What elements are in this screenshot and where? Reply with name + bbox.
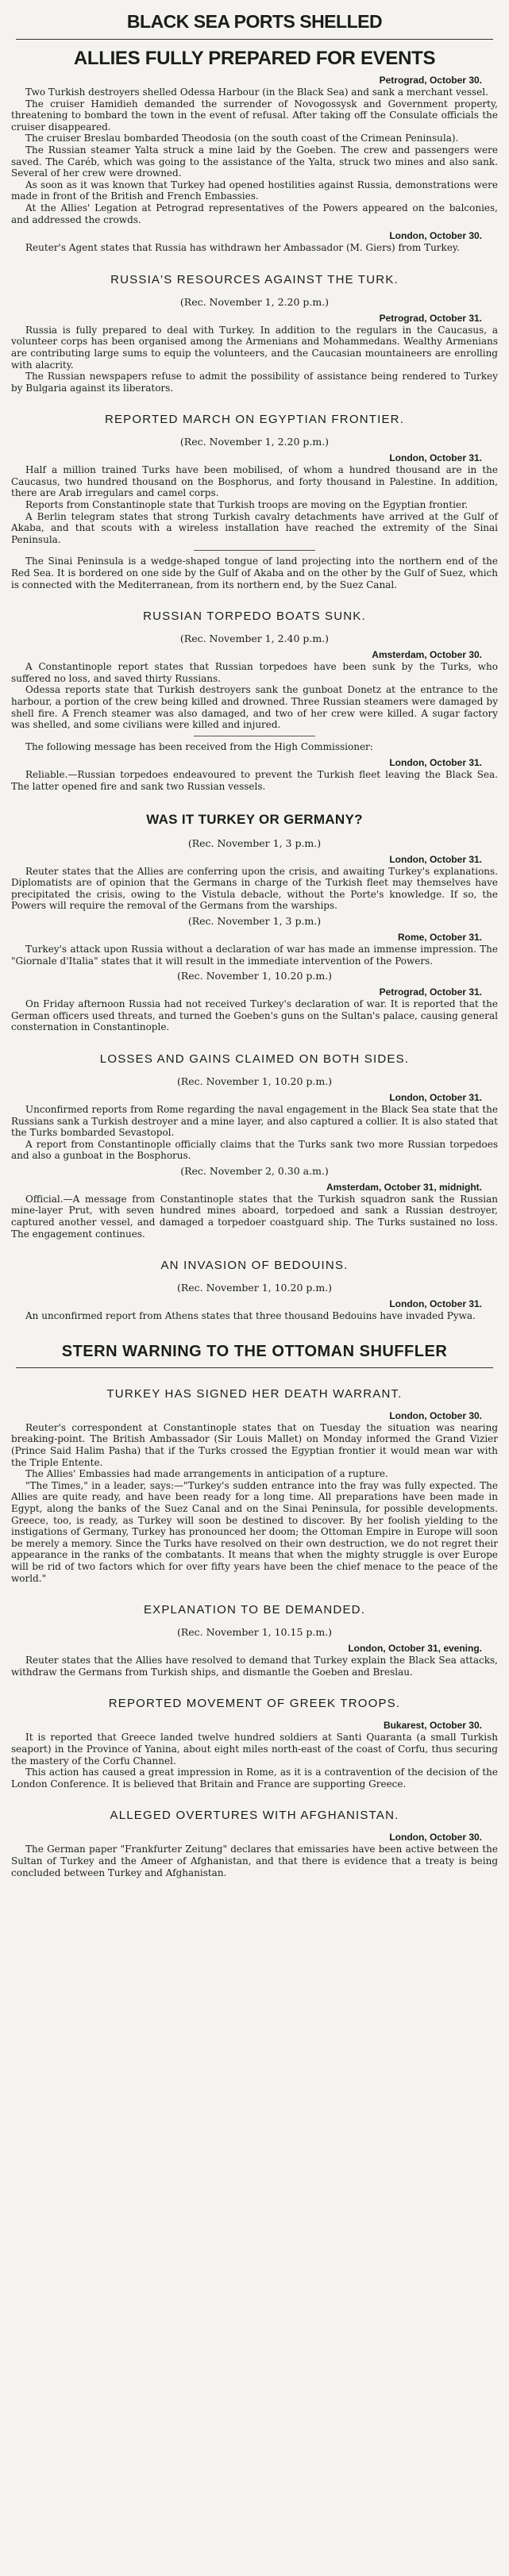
- dateline: Petrograd, October 30.: [379, 75, 482, 86]
- paragraph: Half a million trained Turks have been mobilised, of whom a hundred thousand are in the Caucasus, two hundred thousand on the Bosphorus, and forty thousand in Palestine. In addition, there are Arab irregulars and camel corps.: [11, 464, 498, 499]
- received-line: (Rec. November 1, 10.15 p.m.): [176, 1626, 333, 1639]
- paragraph: Russia is fully prepared to deal with Turkey. In addition to the regulars in the Caucasus, a volunteer corps has been organised among the Armenians and Mohammedans. Wealthy Armenians are contributing large sums to equip the volunteers, and the Caucasian mountaineers are enrolling with alacrity.: [11, 324, 498, 371]
- paragraph: Reuter states that the Allies have resolved to demand that Turkey explain the Black Sea attacks, withdraw the Germans from Turkish ships, and dismantle the Goeben and Breslau.: [11, 1655, 498, 1678]
- received-line: (Rec. November 1, 2.20 p.m.): [179, 436, 330, 448]
- paragraph: The Sinai Peninsula is a wedge-shaped tongue of land projecting into the northern end of the Red Sea. It is bordered on one side by the Gulf of Akaba and on the other by the Gulf of Suez, which is connected with the Mediterranean, from its northern end, by the Suez Canal.: [11, 556, 498, 590]
- divider: [194, 550, 315, 551]
- paragraph: Odessa reports state that Turkish destroyers sank the gunboat Donetz at the entrance to the harbour, a portion of the crew being killed and drowned. Three Russian steamers were damaged by shell fire. A French steamer was also damaged, and two of her crew were killed. A sugar factory was shelled, and some civilians were killed and injured.: [11, 684, 498, 731]
- paragraph: A Constantinople report states that Russian torpedoes have been sunk by the Turks, who suffered no loss, and saved thirty Russians.: [11, 661, 498, 684]
- paragraph: At the Allies' Legation at Petrograd representatives of the Powers appeared on the balconies, and addressed the crowds.: [11, 202, 498, 225]
- section-headline: ALLIES FULLY PREPARED FOR EVENTS: [73, 48, 436, 69]
- paragraph: On Friday afternoon Russia had not received Turkey's declaration of war. It is reported that the German officers used threats, and turned the Goeben's guns on the Sultan's palace, causing general consternation in Constantinople.: [11, 998, 498, 1033]
- dateline: Bukarest, October 30.: [383, 1720, 482, 1732]
- paragraph: As soon as it was known that Turkey had opened hostilities against Russia, demonstrations were made in front of the British and French Embassies.: [11, 179, 498, 202]
- dateline: Amsterdam, October 31, midnight.: [326, 1181, 482, 1193]
- paragraph: The Russian steamer Yalta struck a mine laid by the Goeben. The crew and passengers were saved. The Caréb, which was going to the assistance of the Yalta, struck two mines and also sank. Several of her crew were drowned.: [11, 144, 498, 179]
- paragraph: Reuter states that the Allies are conferring upon the crisis, and awaiting Turkey's explanations. Diplomatists are of opinion that the Germans in charge of the Turkish fleet may themselves have precipitated the crisis, owing to the Vistula debacle, without the Porte's knowledge. If so, the Powers will require the removal of the Germans from the warships.: [11, 865, 498, 912]
- dateline: Petrograd, October 31.: [379, 312, 482, 324]
- divider: [16, 1367, 493, 1368]
- paragraph: Unconfirmed reports from Rome regarding the naval engagement in the Black Sea state that the Russians sank a Turkish destroyer and a mine layer, and also captured a collier. It is also stated that the Turks bombarded Sevastopol.: [11, 1103, 498, 1139]
- section-heading: AN INVASION OF BEDOUINS.: [160, 1259, 349, 1273]
- paragraph: The cruiser Hamidieh demanded the surrender of Novogossysk and Government property, threatening to bombard the town in the event of refusal. After taking off the Consulate officials the cruiser disappeared.: [11, 98, 498, 133]
- section-heading: RUSSIAN TORPEDO BOATS SUNK.: [143, 609, 366, 624]
- paragraph: The Russian newspapers refuse to admit the possibility of assistance being rendered to Turkey by Bulgaria against its liberators.: [11, 371, 498, 394]
- dateline: London, October 31.: [389, 1091, 482, 1103]
- dateline: Petrograd, October 31.: [379, 986, 482, 998]
- paragraph: The following message has been received from the High Commissioner:: [25, 740, 373, 752]
- section-heading: REPORTED MARCH ON EGYPTIAN FRONTIER.: [104, 413, 405, 427]
- dateline: Amsterdam, October 30.: [372, 649, 482, 661]
- paragraph: The cruiser Breslau bombarded Theodosia (on the south coast of the Crimean Peninsula).: [25, 133, 459, 144]
- paragraph: It is reported that Greece landed twelve hundred soldiers at Santi Quaranta (a small Turkish seaport) in the Province of Yanina, about eight miles north-east of the coast of Corfu, thus securing the mastery of the Corfu Channel.: [11, 1732, 498, 1767]
- section-heading: RUSSIA'S RESOURCES AGAINST THE TURK.: [110, 272, 399, 286]
- received-line: (Rec. November 1, 10.20 p.m.): [176, 1282, 333, 1294]
- section-heading: EXPLANATION TO BE DEMANDED.: [143, 1603, 366, 1617]
- dateline: London, October 31.: [389, 452, 482, 464]
- paragraph: Two Turkish destroyers shelled Odessa Harbour (in the Black Sea) and sank a merchant vessel.: [25, 87, 488, 98]
- paragraph: Reuter's Agent states that Russia has withdrawn her Ambassador (M. Giers) from Turkey.: [25, 242, 460, 254]
- section-heading: ALLEGED OVERTURES WITH AFGHANISTAN.: [110, 1809, 399, 1823]
- paragraph: A report from Constantinople officially claims that the Turks sank two more Russian torpedoes and also a gunboat in the Bosphorus.: [11, 1138, 498, 1162]
- main-headline: BLACK SEA PORTS SHELLED: [126, 11, 383, 32]
- section-heading: WAS IT TURKEY OR GERMANY?: [146, 811, 363, 827]
- dateline: London, October 31.: [389, 1298, 482, 1310]
- divider: [16, 39, 493, 40]
- received-line: (Rec. November 1, 10.20 p.m.): [176, 970, 333, 982]
- paragraph: Reliable.—Russian torpedoes endeavoured to prevent the Turkish fleet leaving the Black Sea. The latter opened fire and sank two Russian vessels.: [11, 769, 498, 792]
- dateline: London, October 31, evening.: [348, 1643, 482, 1655]
- received-line: (Rec. November 1, 3 p.m.): [187, 914, 322, 927]
- paragraph: Official.—A message from Constantinople states that the Turkish squadron sank the Russian mine-layer Prut, with seven hundred mines aboard, torpedoed and sank a Russian destroyer, captured another vessel, and damaged a torpedoer coastguard ship. The Turks sustained no loss. The engagement continues.: [11, 1193, 498, 1240]
- paragraph: This action has caused a great impression in Rome, as it is a contravention of the decision of the London Conference. It is believed that Britain and France are supporting Greece.: [11, 1767, 498, 1790]
- paragraph: Reports from Constantinople state that Turkish troops are moving on the Egyptian frontier.: [25, 499, 469, 511]
- paragraph: "The Times," in a leader, says:—"Turkey's sudden entrance into the fray was fully expected. The Allies are quite ready, and have been ready for a long time. All preparations have been made in Egypt, along the banks of the Suez Canal and on the Sinai Peninsula, for possible developments. Greece, too, is ready, as Turkey will soon be destined to discover. By her foolish yielding to the instigations of Germany, Turkey has pronounced her doom; the Ottoman Empire in Europe will soon be merely a memory. Since the Turks have resolved on their own destruction, we do not regret their appearance in the ranks of the combatants. It means that when the mighty struggle is over Europe will be rid of two factors which for over fifty years have been the chief menace to the peace of the world.": [11, 1479, 498, 1584]
- paragraph: The Allies' Embassies had made arrangements in anticipation of a rupture.: [25, 1468, 388, 1480]
- dateline: London, October 30.: [389, 230, 482, 242]
- section-heading: LOSSES AND GAINS CLAIMED ON BOTH SIDES.: [99, 1052, 410, 1066]
- paragraph: A Berlin telegram states that strong Turkish cavalry detachments have arrived at the Gulf of Akaba, and that scouts with a wireless installation have reached the extremity of the Sinai Peninsula.: [11, 510, 498, 545]
- dateline: London, October 31.: [389, 757, 482, 769]
- section-heading: TURKEY HAS SIGNED HER DEATH WARRANT.: [106, 1386, 403, 1401]
- section-heading: REPORTED MOVEMENT OF GREEK TROOPS.: [108, 1697, 401, 1711]
- section-headline: STERN WARNING TO THE OTTOMAN SHUFFLER: [61, 1342, 448, 1360]
- dateline: Rome, October 31.: [397, 931, 482, 943]
- paragraph: Reuter's correspondent at Constantinople states that on Tuesday the situation was nearing breaking-point. The British Ambassador (Sir Louis Mallet) on Monday informed the Grand Vizier (Prince Said Halim Pasha) that if the Turks crossed the Egyptian frontier it would mean war with the Triple Entente.: [11, 1421, 498, 1468]
- received-line: (Rec. November 1, 2.40 p.m.): [179, 632, 330, 645]
- received-line: (Rec. November 1, 3 p.m.): [187, 836, 322, 849]
- paragraph: Turkey's attack upon Russia without a declaration of war has made an immense impression. The "Giornale d'Italia" states that it will result in the immediate intervention of the Powers.: [11, 943, 498, 967]
- paragraph: The German paper "Frankfurter Zeitung" declares that emissaries have been active between the Sultan of Turkey and the Ameer of Afghanistan, and that there is evidence that a treaty is being concluded between Turkey and Afghanistan.: [11, 1844, 498, 1878]
- received-line: (Rec. November 1, 2.20 p.m.): [179, 295, 330, 308]
- dateline: London, October 30.: [389, 1409, 482, 1421]
- dateline: London, October 31.: [389, 853, 482, 865]
- dateline: London, October 30.: [389, 1832, 482, 1844]
- paragraph: An unconfirmed report from Athens states that three thousand Bedouins have invaded Pywa.: [25, 1310, 476, 1322]
- received-line: (Rec. November 1, 10.20 p.m.): [176, 1075, 333, 1087]
- received-line: (Rec. November 2, 0.30 a.m.): [180, 1164, 329, 1177]
